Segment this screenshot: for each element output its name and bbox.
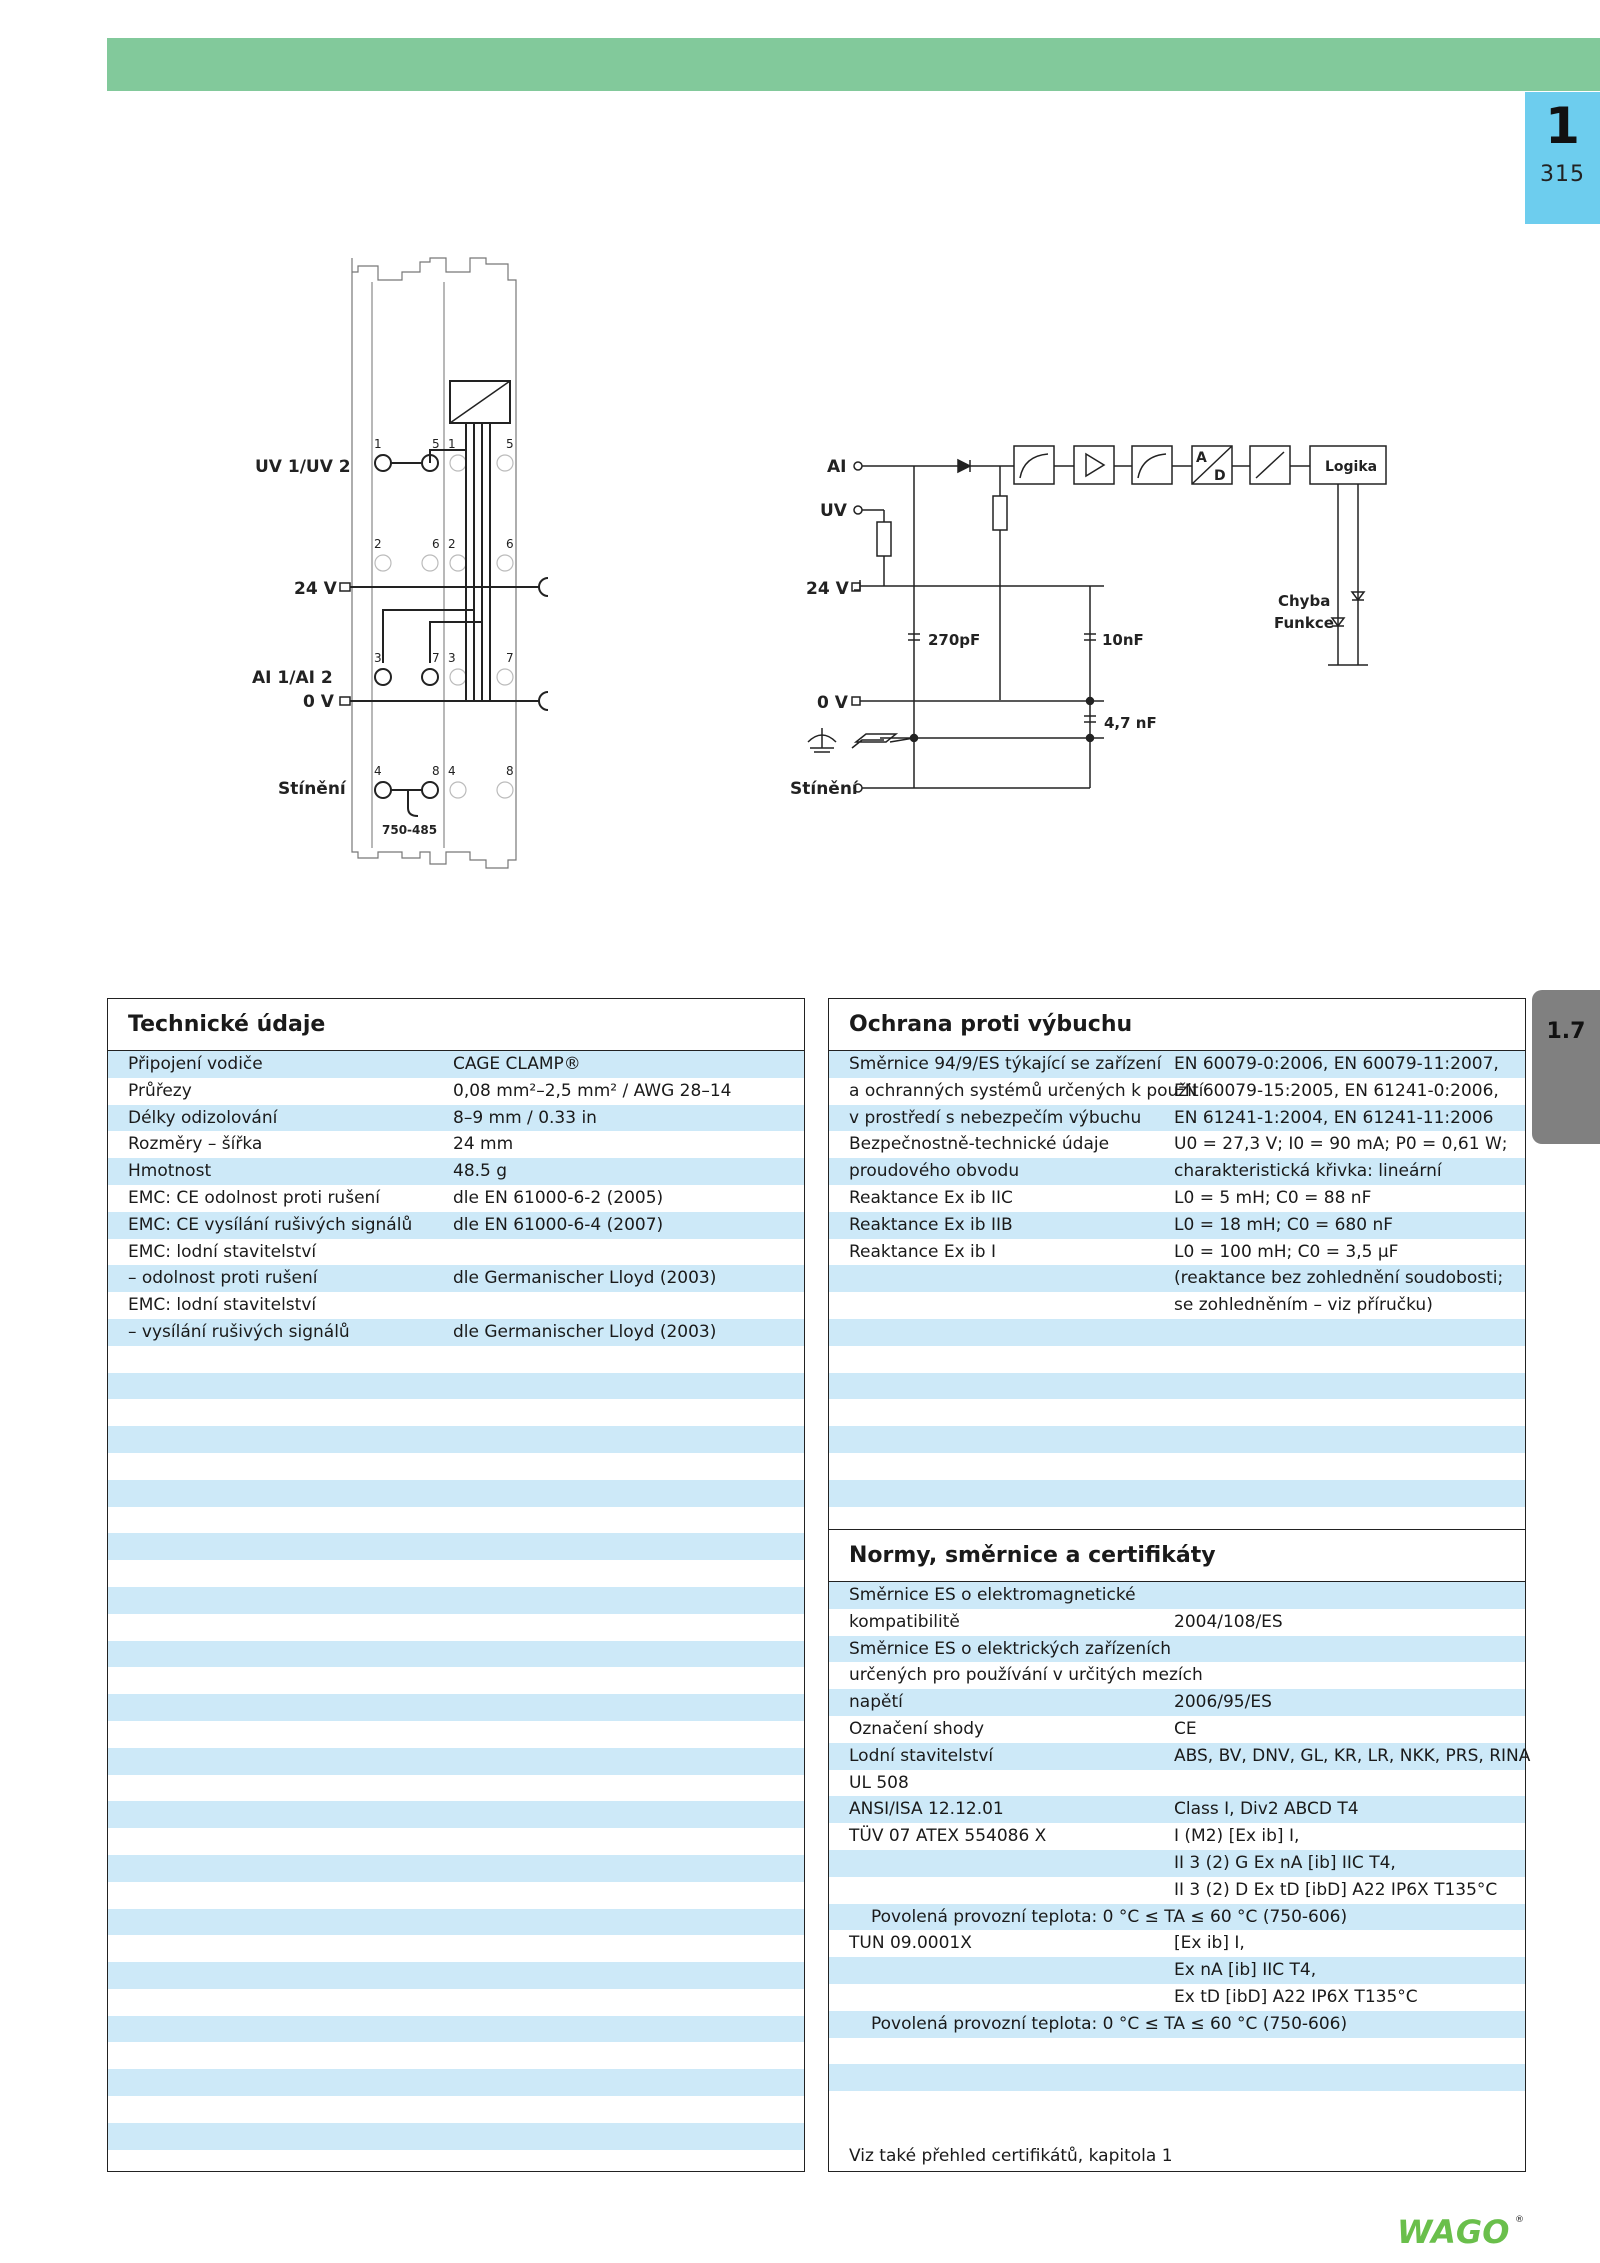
pin-number: 8 [506,764,514,778]
table-row [108,1909,804,1936]
explosion-protection-table [829,1051,1525,1507]
row-label: Povolená provozní teplota: 0 °C ≤ TA ≤ 60 °C (750-606) [871,1906,1348,1927]
table-row [829,1239,1525,1266]
row-label: – vysílání rušivých signálů [128,1321,350,1342]
row-label: a ochranných systémů určených k použití [849,1080,1204,1101]
table-row [108,2069,804,2096]
table-row [829,1743,1531,1770]
table-row [829,1823,1525,1850]
error-label: Chyba [1278,592,1331,610]
table-row [829,1292,1525,1319]
table-row [829,1636,1525,1663]
table-row [829,1904,1525,1931]
pin-number: 1 [448,437,456,451]
row-label: Rozměry – šířka [128,1134,263,1155]
0v-label: 0 V [303,692,334,712]
row-label: Povolená provozní teplota: 0 °C ≤ TA ≤ 60 °C (750-606) [871,2013,1348,2034]
row-value: L0 = 18 mH; C0 = 680 nF [1174,1214,1393,1235]
row-label: Bezpečnostně-technické údaje [849,1134,1110,1155]
table-row [829,1453,1525,1480]
explosion-protection-panel [828,998,1526,1530]
table-row [829,1662,1525,1689]
row-value: EN 61241-1:2004, EN 61241-11:2006 [1174,1107,1494,1128]
table-row [108,1239,804,1266]
shield-input-label: Stínění [790,779,858,799]
table-row [829,1877,1525,1904]
row-value: L0 = 100 mH; C0 = 3,5 µF [1174,1241,1399,1262]
row-value: EN 60079-0:2006, EN 60079-11:2007, [1174,1054,1499,1074]
row-label: Délky odizolování [128,1107,278,1128]
capacitor-10nf-label: 10nF [1102,631,1144,649]
table-row [829,1319,1525,1346]
table-row [108,1882,804,1909]
row-value: 48.5 g [453,1161,508,1182]
table-row [829,1105,1525,1132]
row-value: ABS, BV, DNV, GL, KR, LR, NKK, PRS, RINA [1174,1745,1531,1766]
table-row [108,1426,804,1453]
table-row [829,1689,1525,1716]
pin-number: 2 [374,537,382,551]
24v-label: 24 V [294,579,337,599]
row-value: II 3 (2) D Ex tD [ibD] A22 IP6X T135°C [1174,1879,1498,1900]
table-row [108,1828,804,1855]
table-row [829,1158,1525,1185]
row-value: 0,08 mm²–2,5 mm² / AWG 28–14 [453,1080,732,1101]
adc-d-label: D [1214,468,1226,484]
table-row [108,1399,804,1426]
table-row [829,2038,1525,2065]
technical-data-panel [107,998,805,2172]
table-row [108,1801,804,1828]
table-row [829,1212,1525,1239]
table-row [108,1105,804,1132]
uv-label: UV 1/UV 2 [255,457,351,477]
row-label: Označení shody [849,1718,985,1739]
table-row [829,1373,1525,1400]
table-row [108,1935,804,1962]
table-row [108,1078,804,1105]
table-row [108,2016,804,2043]
table-row [829,1770,1525,1797]
table-row [108,1775,804,1802]
table-row [108,1989,804,2016]
table-row [108,1292,804,1319]
row-label: ANSI/ISA 12.12.01 [849,1799,1004,1820]
table-row [829,1796,1525,1823]
pin-number: 3 [374,651,382,665]
table-row [829,1399,1525,1426]
table-row [108,1346,804,1373]
row-value: [Ex ib] I, [1174,1933,1245,1954]
table-row [829,1957,1525,1984]
row-label: napětí [849,1692,903,1713]
shield-label: Stínění [278,779,346,799]
row-label: EMC: lodní stavitelství [128,1241,317,1262]
table-row [108,1855,804,1882]
row-label: Hmotnost [128,1161,212,1182]
row-value: (reaktance bez zohlednění soudobosti; [1174,1268,1504,1289]
pin-number: 6 [506,537,514,551]
table-row [829,1078,1525,1105]
pin-number: 4 [448,764,456,778]
row-label: Směrnice ES o elektrických zařízeních [849,1638,1172,1659]
certificate-note: Viz také přehled certifikátů, kapitola 1 [849,2146,1173,2166]
pin-number: 6 [432,537,440,551]
row-value: Ex nA [ib] IIC T4, [1174,1960,1317,1981]
norms-table [829,1582,1531,2118]
table-row [108,1721,804,1748]
capacitor-47nf-label: 4,7 nF [1104,714,1157,732]
pin-number: 1 [374,437,382,451]
technical-data-table [108,1051,804,2150]
row-label: Lodní stavitelství [849,1745,994,1766]
table-row [108,2123,804,2150]
row-value: 2006/95/ES [1174,1692,1272,1713]
explosion-protection-title: Ochrana proti výbuchu [829,999,1525,1051]
table-row [108,1373,804,1400]
row-value: I (M2) [Ex ib] I, [1174,1826,1300,1847]
table-row [108,1131,804,1158]
table-row [108,1641,804,1668]
row-value: dle EN 61000-6-2 (2005) [453,1187,664,1208]
capacitor-270pf-label: 270pF [928,631,981,649]
row-value: 2004/108/ES [1174,1611,1283,1632]
norms-panel [828,1529,1531,2172]
pin-number: 4 [374,764,382,778]
table-row [829,1609,1525,1636]
row-value: U0 = 27,3 V; I0 = 90 mA; P0 = 0,61 W; [1174,1134,1508,1155]
uv-input-label: UV [820,501,847,521]
technical-data-title: Technické údaje [108,999,804,1051]
row-value: dle EN 61000-6-4 (2007) [453,1214,664,1235]
table-row [829,1930,1525,1957]
logic-block-label: Logika [1325,459,1378,475]
table-row [829,1346,1525,1373]
table-row [108,1185,804,1212]
table-row [108,1694,804,1721]
ai-input-label: AI [827,457,847,477]
row-label: EMC: lodní stavitelství [128,1295,317,1316]
0v-input-label: 0 V [817,693,848,713]
table-row [829,1850,1525,1877]
row-label: EMC: CE odolnost proti rušení [128,1187,381,1208]
table-row [108,1587,804,1614]
row-label: určených pro používání v určitých mezích [849,1665,1203,1686]
table-row [108,1480,804,1507]
table-row [829,1426,1525,1453]
table-row [829,1131,1525,1158]
row-value: charakteristická křivka: lineární [1174,1161,1442,1182]
chapter-number: 1 [1545,97,1580,155]
24v-input-label: 24 V [806,579,849,599]
pin-number: 7 [432,651,440,665]
table-row [829,2064,1525,2091]
row-value: dle Germanischer Lloyd (2003) [453,1321,717,1342]
table-row [108,1158,804,1185]
row-label: Směrnice ES o elektromagnetické [849,1585,1136,1605]
table-row [829,1051,1525,1078]
row-label: Reaktance Ex ib IIC [849,1187,1013,1208]
table-row [108,1748,804,1775]
pin-number: 2 [448,537,456,551]
module-labels [252,457,437,837]
row-value: CE [1174,1718,1197,1739]
adc-a-label: A [1196,450,1207,466]
table-row [108,1614,804,1641]
module-connection-diagram [340,258,548,868]
section-number: 1.7 [1546,1019,1586,1044]
part-number-label: 750-485 [382,823,438,837]
row-label: TÜV 07 ATEX 554086 X [849,1826,1047,1847]
row-value: dle Germanischer Lloyd (2003) [453,1268,717,1289]
function-label: Funkce [1274,614,1334,632]
row-label: – odolnost proti rušení [128,1268,318,1289]
table-row [108,1453,804,1480]
table-row [829,1265,1525,1292]
wago-logo-text: WAGO [1397,2213,1510,2251]
row-value: 24 mm [453,1134,514,1155]
table-row [108,1533,804,1560]
pin-number: 8 [432,764,440,778]
row-label: Připojení vodiče [128,1054,263,1074]
row-value: CAGE CLAMP® [453,1054,581,1074]
row-value: Ex tD [ibD] A22 IP6X T135°C [1174,1986,1418,2007]
wago-logo [1395,2212,1524,2251]
row-label: kompatibilitě [849,1611,960,1632]
table-row [108,2096,804,2123]
row-value: II 3 (2) G Ex nA [ib] IIC T4, [1174,1852,1396,1873]
row-label: Směrnice 94/9/ES týkající se zařízení [849,1054,1162,1074]
table-row [108,1319,804,1346]
row-label: Reaktance Ex ib IIB [849,1214,1013,1235]
row-label: v prostředí s nebezpečím výbuchu [849,1107,1142,1128]
circuit-labels [790,450,1377,799]
table-row [829,2011,1525,2038]
pin-number: 5 [506,437,514,451]
row-label: Průřezy [128,1080,192,1101]
norms-title: Normy, směrnice a certifikáty [829,1530,1525,1582]
table-row [108,1560,804,1587]
section-tab [1532,990,1600,1144]
pin-number: 5 [432,437,440,451]
table-row [829,2091,1525,2118]
row-value: 8–9 mm / 0.33 in [453,1107,597,1128]
table-row [829,1582,1525,1609]
row-value: L0 = 5 mH; C0 = 88 nF [1174,1187,1372,1208]
table-row [108,1667,804,1694]
row-value: se zohledněním – viz příručku) [1174,1295,1433,1316]
table-row [108,2042,804,2069]
ai-label: AI 1/AI 2 [252,668,333,688]
row-value: EN 60079-15:2005, EN 61241-0:2006, [1174,1080,1499,1101]
row-label: Reaktance Ex ib I [849,1241,996,1262]
table-row [829,1185,1525,1212]
wiring-diagrams [0,0,1600,900]
table-row [108,1962,804,1989]
table-row [108,1507,804,1534]
row-label: EMC: CE vysílání rušivých signálů [128,1214,413,1235]
table-row [829,1716,1525,1743]
row-label: UL 508 [849,1772,909,1793]
pin-number: 3 [448,651,456,665]
row-value: Class I, Div2 ABCD T4 [1174,1799,1359,1820]
table-row [108,1265,804,1292]
svg-text:®: ® [1515,2215,1524,2225]
row-label: proudového obvodu [849,1161,1020,1182]
table-row [108,1212,804,1239]
row-label: TUN 09.0001X [849,1933,972,1954]
table-row [829,1480,1525,1507]
table-row [108,1051,804,1078]
page-number: 315 [1540,162,1585,187]
pin-number: 7 [506,651,514,665]
table-row [829,1984,1525,2011]
